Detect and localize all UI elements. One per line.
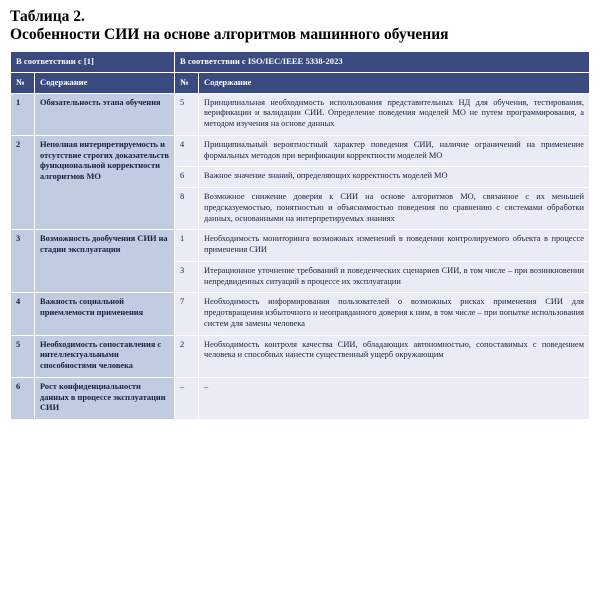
right-number: 3 — [175, 261, 199, 293]
table-body — [11, 93, 590, 420]
left-text: Важность социальной приемлемости применения — [35, 293, 175, 335]
left-text: Возможность дообучения СИИ на стадии эксплуатации — [35, 230, 175, 293]
header-group-source1: В соответствии с [1] — [11, 51, 175, 72]
left-text: Неполная интерпретируемость и отсутствие строгих доказательств функциональной корректности алгоритмов МО — [35, 135, 175, 230]
table-row — [11, 135, 590, 167]
right-number: 2 — [175, 335, 199, 377]
right-text: Принципиальный вероятностный характер поведения СИИ, наличие ограничений на применение формальных методов при верификации корректности моделей МО — [199, 135, 590, 167]
comparison-table — [10, 51, 590, 421]
right-text: Необходимость информирования пользователей о возможных рисках применения СИИ для предотвращения избыточного и неоправданного доверия к ним, в том числе – при попытке использования систем для замены человека — [199, 293, 590, 335]
left-number: 1 — [11, 93, 35, 135]
table-row — [11, 335, 590, 377]
table-subheaders — [11, 72, 590, 93]
subheader-num-left: № — [11, 72, 35, 93]
header-group-iso: В соответствии с ISO/IEC/IEEE 5338-2023 — [175, 51, 590, 72]
left-number: 4 — [11, 293, 35, 335]
left-text: Обязательность этапа обучения — [35, 93, 175, 135]
right-text: Итерационное уточнение требований и поведенческих сценариев СИИ, в том числе – при возникновении непредвиденных ситуаций в процессе их эксплуатации — [199, 261, 590, 293]
left-number: 3 — [11, 230, 35, 293]
right-number: 1 — [175, 230, 199, 262]
left-number: 2 — [11, 135, 35, 230]
table-row — [11, 293, 590, 335]
subheader-content-left: Содержание — [35, 72, 175, 93]
right-number: 6 — [175, 167, 199, 188]
left-number: 5 — [11, 335, 35, 377]
caption-line-2: Особенности СИИ на основе алгоритмов машинного обучения — [10, 26, 449, 44]
right-text: Возможное снижение доверия к СИИ на основе алгоритмов МО, связанное с их меньшей предсказуемостью, понятностью и объяснимостью поведения по сравнению с системами обработки данных, основанными на интерпретируемых знаниях — [199, 188, 590, 230]
subheader-content-right: Содержание — [199, 72, 590, 93]
right-number: 5 — [175, 93, 199, 135]
table-header-groups — [11, 51, 590, 72]
right-text: Принципиальная необходимость использования представительных НД для обучения, тестирования, верификации и валидации СИИ. Определение поведения моделей МО не путем программирования, а методом изучения на основе данных — [199, 93, 590, 135]
right-number: 8 — [175, 188, 199, 230]
table-row — [11, 230, 590, 262]
right-number: – — [175, 377, 199, 419]
left-text: Рост конфиденциальности данных в процессе эксплуатации СИИ — [35, 377, 175, 419]
subheader-num-right: № — [175, 72, 199, 93]
table-row — [11, 93, 590, 135]
left-text: Необходимость сопоставления с интеллектуальными способностями человека — [35, 335, 175, 377]
right-number: 7 — [175, 293, 199, 335]
right-text: Важное значение знаний, определяющих корректность моделей МО — [199, 167, 590, 188]
table-caption — [10, 8, 590, 45]
table-head — [11, 51, 590, 93]
right-number: 4 — [175, 135, 199, 167]
caption-line-1: Таблица 2. — [10, 8, 85, 25]
right-text: Необходимость мониторинга возможных изменений в поведении контролируемого объекта в процессе применения СИИ — [199, 230, 590, 262]
right-text: Необходимость контроля качества СИИ, обладающих автономностью, сопоставимых с поведением человека и способных нанести существенный ущерб окружающим — [199, 335, 590, 377]
left-number: 6 — [11, 377, 35, 419]
right-text: – — [199, 377, 590, 419]
table-row — [11, 377, 590, 419]
